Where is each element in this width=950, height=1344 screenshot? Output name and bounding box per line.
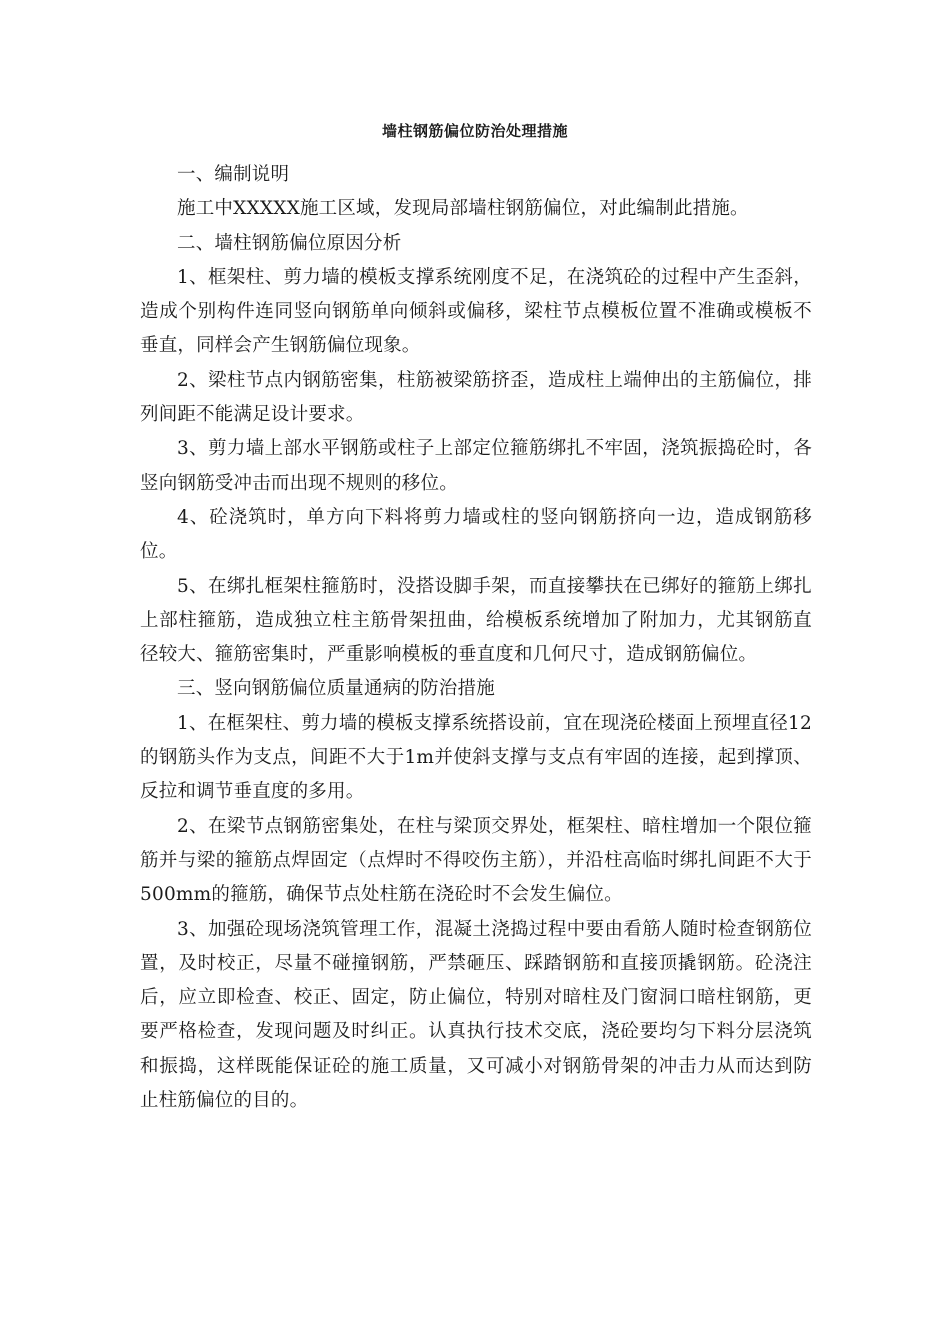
section-heading-2: 二、墙柱钢筋偏位原因分析 [177, 232, 402, 254]
body-paragraph: 3、加强砼现场浇筑管理工作，混凝土浇捣过程中要由看筋人随时检查钢筋位置，及时校正，尽量不碰撞钢筋，严禁砸压、踩踏钢筋和直接顶撬钢筋。砼浇注后，应立即检查、校正、固定，防止偏位，特别对暗柱及门窗洞口暗柱钢筋，更要严格检查，发现问题及时纠正。认真执行技术交底，浇砼要均匀下料分层浇筑和振捣，这样既能保证砼的施工质量，又可减小对钢筋骨架的冲击力从而达到防止柱筋偏位的目的。 [140, 918, 812, 1112]
body-paragraph: 1、框架柱、剪力墙的模板支撑系统刚度不足，在浇筑砼的过程中产生歪斜，造成个别构件连同竖向钢筋单向倾斜或偏移，梁柱节点模板位置不准确或模板不垂直，同样会产生钢筋偏位现象。 [140, 266, 812, 357]
document-title: 墙柱钢筋偏位防治处理措施 [381, 122, 568, 140]
section-heading-1: 一、编制说明 [177, 164, 290, 185]
body-paragraph: 5、在绑扎框架柱箍筋时，没搭设脚手架，而直接攀扶在已绑好的箍筋上绑扎上部柱箍筋，造成独立柱主筋骨架扭曲，给模板系统增加了附加力，尤其钢筋直径较大、箍筋密集时，严重影响模板的垂直度和几何尺寸，造成钢筋偏位。 [140, 575, 812, 666]
body-paragraph: 3、剪力墙上部水平钢筋或柱子上部定位箍筋绑扎不牢固，浇筑振捣砼时，各竖向钢筋受冲击而出现不规则的移位。 [140, 438, 812, 494]
section-heading-3: 三、竖向钢筋偏位质量通病的防治措施 [177, 678, 495, 700]
body-paragraph: 4、砼浇筑时，单方向下料将剪力墙或柱的竖向钢筋挤向一边，造成钢筋移位。 [140, 506, 812, 563]
body-paragraph: 2、梁柱节点内钢筋密集，柱筋被梁筋挤歪，造成柱上端伸出的主筋偏位，排列间距不能满足设计要求。 [140, 369, 812, 426]
document-body [140, 158, 812, 1118]
body-paragraph: 施工中XXXXX施工区域，发现局部墙柱钢筋偏位，对此编制此措施。 [177, 198, 749, 220]
body-paragraph: 1、在框架柱、剪力墙的模板支撑系统搭设前，宜在现浇砼楼面上预埋直径12的钢筋头作为支点，间距不大于1m并使斜支撑与支点有牢固的连接，起到撑顶、反拉和调节垂直度的多用。 [140, 712, 812, 803]
body-paragraph: 2、在梁节点钢筋密集处，在柱与梁顶交界处，框架柱、暗柱增加一个限位箍筋并与梁的箍筋点焊固定（点焊时不得咬伤主筋），并沿柱高临时绑扎间距不大于500mm的箍筋，确保节点处柱筋在浇砼时不会发生偏位。 [140, 815, 812, 906]
